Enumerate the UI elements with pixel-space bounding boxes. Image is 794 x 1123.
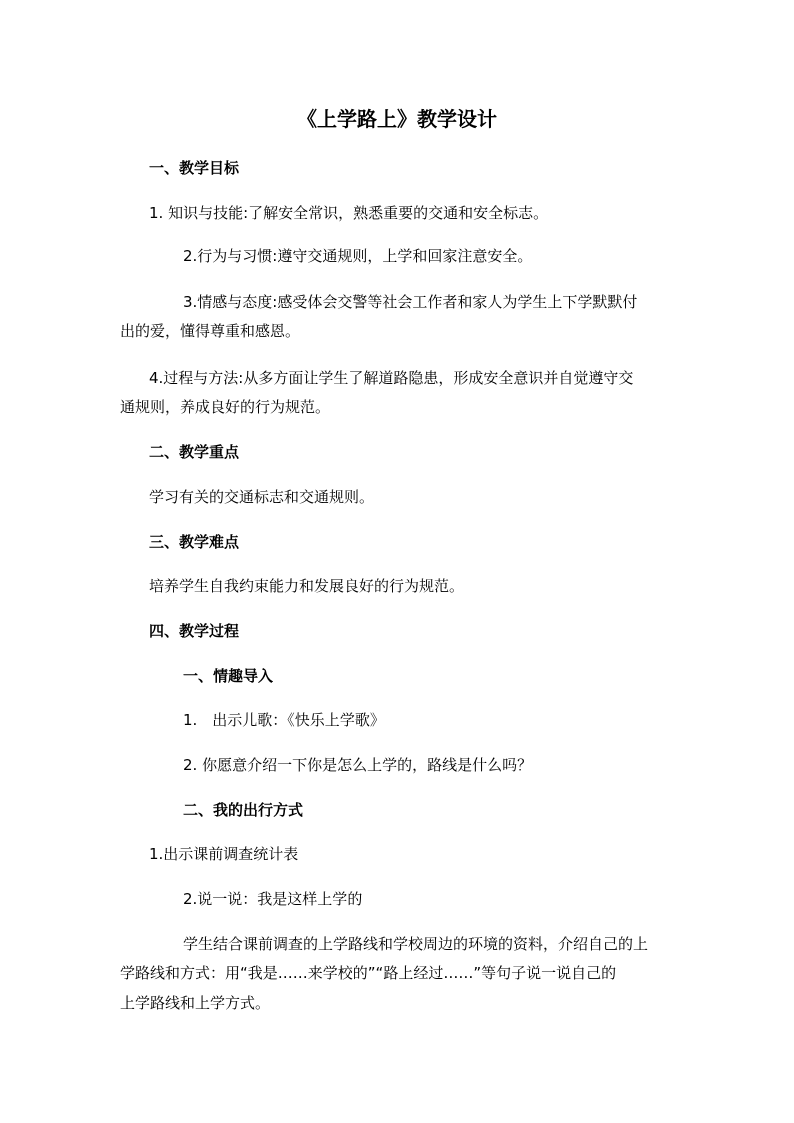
section-heading-objectives: 一、教学目标 xyxy=(149,159,240,177)
difficulties-text: 培养学生自我约束能力和发展良好的行为规范。 xyxy=(149,577,465,595)
key-points-text: 学习有关的交通标志和交通规则。 xyxy=(149,488,375,506)
subsection-heading-travel: 二、我的出行方式 xyxy=(183,801,304,819)
section-heading-key-points: 二、教学重点 xyxy=(149,443,240,461)
travel-paragraph-line1: 学生结合课前调查的上学路线和学校周边的环境的资料，介绍自己的上 xyxy=(183,935,649,953)
subsection-heading-intro: 一、情趣导入 xyxy=(183,667,274,685)
section-heading-difficulties: 三、教学难点 xyxy=(149,533,240,551)
objective-knowledge-skills: 1. 知识与技能:了解安全常识，熟悉重要的交通和安全标志。 xyxy=(149,204,549,222)
objective-process-method-line1: 4.过程与方法:从多方面让学生了解道路隐患，形成安全意识并自觉遵守交 xyxy=(149,369,634,387)
objective-behavior-habits: 2.行为与习惯:遵守交通规则，上学和回家注意安全。 xyxy=(183,247,533,265)
objective-emotion-attitude-line1: 3.情感与态度:感受体会交警等社会工作者和家人为学生上下学默默付 xyxy=(183,293,638,311)
intro-item-2: 2. 你愿意介绍一下你是怎么上学的，路线是什么吗？ xyxy=(183,756,533,774)
travel-item-2: 2.说一说：我是这样上学的 xyxy=(183,890,363,908)
travel-item-1: 1.出示课前调查统计表 xyxy=(149,845,299,863)
objective-process-method-line2: 通规则，养成良好的行为规范。 xyxy=(120,398,331,416)
section-heading-process: 四、教学过程 xyxy=(149,622,240,640)
travel-paragraph-line3: 上学路线和上学方式。 xyxy=(120,994,271,1012)
travel-paragraph-line2: 学路线和方式：用“我是……来学校的”“路上经过……”等句子说一说自己的 xyxy=(120,964,617,982)
intro-item-1: 1. 出示儿歌：《快乐上学歌》 xyxy=(183,711,385,729)
document-title: 《上学路上》教学设计 xyxy=(297,107,497,131)
objective-emotion-attitude-line2: 出的爱，懂得尊重和感恩。 xyxy=(120,322,301,340)
